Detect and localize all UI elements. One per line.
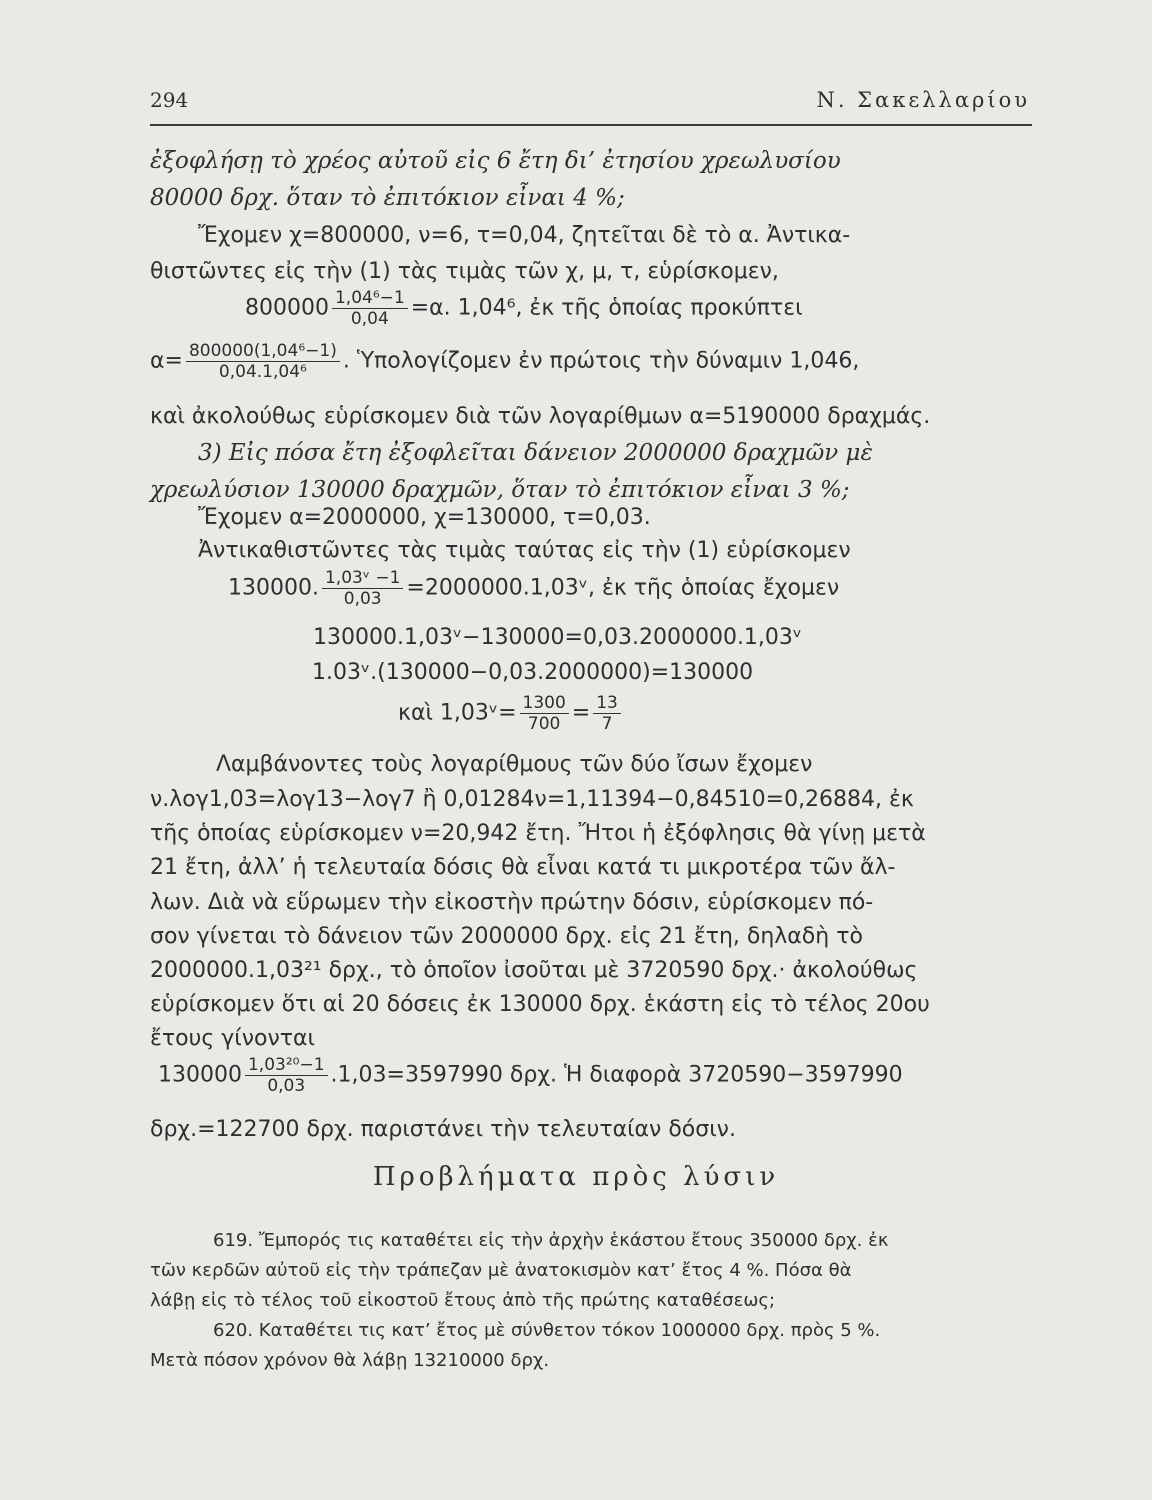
equation: 1.03ᵛ.(130000−0,03.2000000)=130000	[312, 660, 754, 685]
text-line: Ἔχομεν α=2000000, χ=130000, τ=0,03.	[198, 505, 651, 530]
text-line: Ἀντικαθιστῶντες τὰς τιμὰς ταύτας εἰς τὴν (1) εὑρίσκομεν	[198, 538, 851, 563]
eq-term: 800000	[245, 295, 329, 321]
denominator: 0,04.1,04⁶	[186, 361, 340, 382]
eq-term: α=	[150, 348, 183, 374]
text-line: 3) Εἰς πόσα ἔτη ἐξοφλεῖται δάνειον 2000000 δραχμῶν μὲ	[198, 440, 873, 466]
denominator: 0,04	[332, 308, 408, 329]
numerator: 1300	[522, 693, 566, 713]
numerator: 1,03ᵛ −1	[324, 568, 401, 588]
eq-term: =2000000.1,03ᵛ, ἐκ τῆς ὁποίας ἔχομεν	[406, 575, 840, 601]
eq-term: καὶ 1,03ᵛ=	[398, 700, 517, 726]
equation: 130000.1,03ᵛ−130000=0,03.2000000.1,03ᵛ	[313, 625, 803, 650]
eq-term: =	[571, 700, 591, 726]
eq-term: .1,03=3597990 δρχ. Ἡ διαφορὰ 3720590−3597990	[330, 1062, 903, 1088]
eq-term: =α. 1,04⁶, ἐκ τῆς ὁποίας προκύπτει	[410, 295, 803, 321]
page-number: 294	[150, 88, 189, 112]
eq-term: 130000.	[228, 575, 319, 601]
text-line: τῆς ὁποίας εὑρίσκομεν ν=20,942 ἔτη. Ἤτοι ἡ ἐξόφλησις θὰ γίνῃ μετὰ	[150, 821, 926, 846]
text-line: 2000000.1,03²¹ δρχ., τὸ ὁποῖον ἰσοῦται μὲ 3720590 δρχ.· ἀκολούθως	[150, 958, 918, 983]
equation	[228, 568, 839, 609]
numerator: 1,04⁶−1	[334, 288, 405, 308]
denominator: 0,03	[245, 1075, 328, 1096]
text-line: εὑρίσκομεν ὅτι αἱ 20 δόσεις ἐκ 130000 δρχ. ἑκάστη εἰς τὸ τέλος 20ου	[150, 992, 930, 1017]
fraction	[245, 1055, 328, 1096]
text-line: ν.λογ1,03=λογ13−λογ7 ἢ 0,01284ν=1,11394−0,84510=0,26884, ἐκ	[150, 787, 914, 812]
text-line: Ἔχομεν χ=800000, ν=6, τ=0,04, ζητεῖται δὲ τὸ α. Ἀντικα-	[198, 223, 851, 248]
text-line: 80000 δρχ. ὅταν τὸ ἐπιτόκιον εἶναι 4 %;	[150, 185, 625, 211]
problem-text: λάβῃ εἰς τὸ τέλος τοῦ εἰκοστοῦ ἔτους ἀπὸ τῆς πρώτης καταθέσεως;	[150, 1290, 776, 1311]
denominator: 700	[520, 713, 569, 734]
problem-text: 620. Καταθέτει τις κατ’ ἔτος μὲ σύνθετον τόκον 1000000 δρχ. πρὸς 5 %.	[213, 1320, 881, 1341]
eq-term: . Ὑπολογίζομεν ἐν πρώτοις τὴν δύναμιν 1,046,	[342, 348, 860, 374]
equation	[150, 341, 859, 382]
fraction	[186, 341, 340, 382]
text-line: λων. Διὰ νὰ εὕρωμεν τὴν εἰκοστὴν πρώτην δόσιν, εὑρίσκομεν πό-	[150, 890, 874, 915]
eq-term: 130000	[158, 1062, 242, 1088]
equation	[398, 693, 624, 734]
text-line: σον γίνεται τὸ δάνειον τῶν 2000000 δρχ. εἰς 21 ἔτη, δηλαδὴ τὸ	[150, 924, 863, 949]
text-line: ἐξοφλήσῃ τὸ χρέος αὐτοῦ εἰς 6 ἔτη δι’ ἐτησίου χρεωλυσίου	[150, 148, 841, 174]
problem-text: Μετὰ πόσον χρόνον θὰ λάβῃ 13210000 δρχ.	[150, 1350, 550, 1371]
fraction	[520, 693, 569, 734]
equation	[158, 1055, 903, 1096]
text-line: θιστῶντες εἰς τὴν (1) τὰς τιμὰς τῶν χ, μ, τ, εὑρίσκομεν,	[150, 259, 779, 284]
fraction	[322, 568, 403, 609]
page-header	[150, 88, 1030, 128]
fraction	[332, 288, 408, 329]
text-line: ἔτους γίνονται	[150, 1026, 315, 1051]
text-line: 21 ἔτη, ἀλλ’ ἡ τελευταία δόσις θὰ εἶναι κατά τι μικροτέρα τῶν ἄλ-	[150, 855, 896, 880]
problem-text: τῶν κερδῶν αὐτοῦ εἰς τὴν τράπεζαν μὲ ἀνατοκισμὸν κατ’ ἔτος 4 %. Πόσα θὰ	[150, 1260, 852, 1281]
text-line: χρεωλύσιον 130000 δραχμῶν, ὅταν τὸ ἐπιτόκιον εἶναι 3 %;	[150, 477, 850, 503]
fraction	[593, 693, 621, 734]
text-line: δρχ.=122700 δρχ. παριστάνει τὴν τελευταίαν δόσιν.	[150, 1117, 736, 1142]
section-title: Προβλήματα πρὸς λύσιν	[372, 1162, 780, 1192]
header-rule	[150, 124, 1032, 126]
numerator: 13	[596, 693, 618, 713]
text-line: Λαμβάνοντες τοὺς λογαρίθμους τῶν δύο ἴσων ἔχομεν	[216, 752, 813, 777]
text-line: καὶ ἀκολούθως εὑρίσκομεν διὰ τῶν λογαρίθμων α=5190000 δραχμάς.	[150, 404, 931, 429]
numerator: 800000(1,04⁶−1)	[188, 341, 337, 361]
running-head: Ν. Σακελλαρίου	[816, 88, 1030, 112]
denominator: 7	[593, 713, 621, 734]
problem-text: 619. Ἔμπορός τις καταθέτει εἰς τὴν ἀρχὴν ἑκάστου ἔτους 350000 δρχ. ἐκ	[213, 1230, 889, 1251]
equation	[245, 288, 803, 329]
denominator: 0,03	[322, 588, 403, 609]
numerator: 1,03²⁰−1	[247, 1055, 325, 1075]
